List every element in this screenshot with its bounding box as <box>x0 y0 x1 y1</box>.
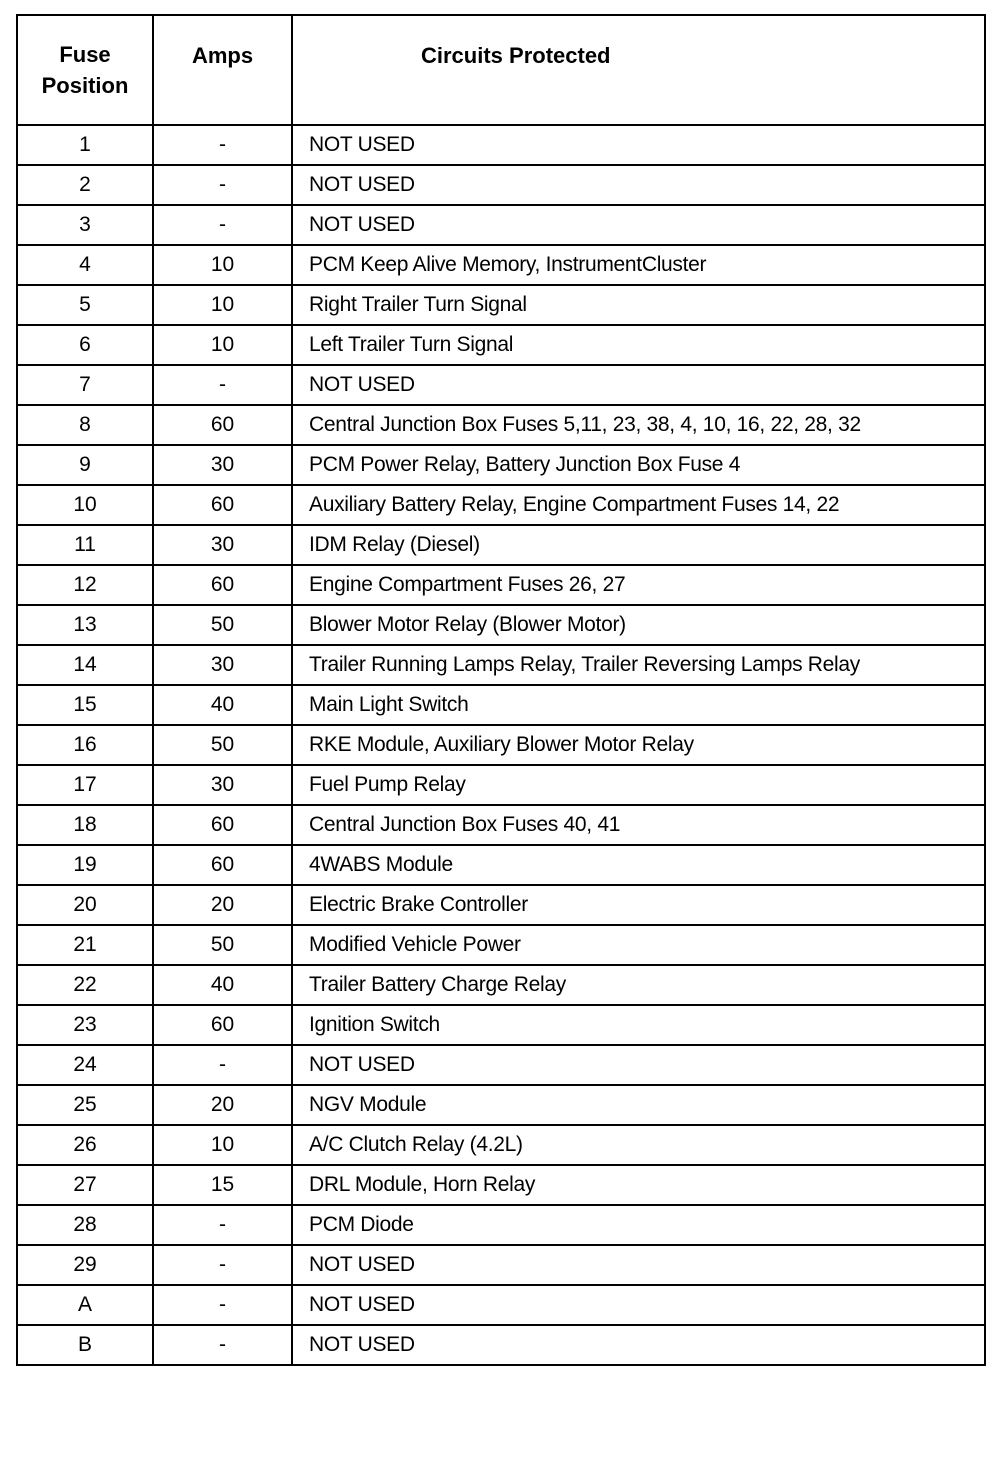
fuse-position-cell: 18 <box>17 805 153 845</box>
circuits-protected-cell: Ignition Switch <box>292 1005 985 1045</box>
circuits-protected-cell: Central Junction Box Fuses 40, 41 <box>292 805 985 845</box>
amps-cell: - <box>153 1325 292 1365</box>
circuits-protected-cell: Modified Vehicle Power <box>292 925 985 965</box>
fuse-table <box>16 14 986 1366</box>
fuse-position-cell: 20 <box>17 885 153 925</box>
table-row <box>17 485 985 525</box>
circuits-protected-cell: Fuel Pump Relay <box>292 765 985 805</box>
amps-cell: 10 <box>153 285 292 325</box>
table-row <box>17 205 985 245</box>
circuits-protected-cell: NOT USED <box>292 205 985 245</box>
fuse-position-cell: 10 <box>17 485 153 525</box>
table-row <box>17 885 985 925</box>
table-row <box>17 1045 985 1085</box>
circuits-protected-cell: PCM Keep Alive Memory, InstrumentCluster <box>292 245 985 285</box>
table-row <box>17 165 985 205</box>
fuse-position-cell: 6 <box>17 325 153 365</box>
header-fuse-position <box>17 15 153 125</box>
circuits-protected-cell: NOT USED <box>292 1325 985 1365</box>
fuse-position-cell: 8 <box>17 405 153 445</box>
circuits-protected-cell: NGV Module <box>292 1085 985 1125</box>
table-row <box>17 245 985 285</box>
table-row <box>17 1205 985 1245</box>
amps-cell: 60 <box>153 405 292 445</box>
circuits-protected-cell: DRL Module, Horn Relay <box>292 1165 985 1205</box>
circuits-protected-cell: NOT USED <box>292 125 985 165</box>
fuse-position-cell: 29 <box>17 1245 153 1285</box>
amps-cell: 30 <box>153 765 292 805</box>
circuits-protected-cell: A/C Clutch Relay (4.2L) <box>292 1125 985 1165</box>
header-amps: Amps <box>153 15 292 125</box>
fuse-position-cell: 15 <box>17 685 153 725</box>
table-body <box>17 125 985 1365</box>
fuse-position-cell: 7 <box>17 365 153 405</box>
table-row <box>17 805 985 845</box>
circuits-protected-cell: RKE Module, Auxiliary Blower Motor Relay <box>292 725 985 765</box>
circuits-protected-cell: Trailer Battery Charge Relay <box>292 965 985 1005</box>
table-row <box>17 125 985 165</box>
amps-cell: - <box>153 1285 292 1325</box>
circuits-protected-cell: IDM Relay (Diesel) <box>292 525 985 565</box>
circuits-protected-cell: NOT USED <box>292 1285 985 1325</box>
circuits-protected-cell: NOT USED <box>292 165 985 205</box>
fuse-position-cell: 19 <box>17 845 153 885</box>
circuits-protected-cell: NOT USED <box>292 365 985 405</box>
circuits-protected-cell: Auxiliary Battery Relay, Engine Compartment Fuses 14, 22 <box>292 485 985 525</box>
circuits-protected-cell: Main Light Switch <box>292 685 985 725</box>
circuits-protected-cell: PCM Power Relay, Battery Junction Box Fuse 4 <box>292 445 985 485</box>
amps-cell: 60 <box>153 845 292 885</box>
fuse-position-cell: 2 <box>17 165 153 205</box>
fuse-position-cell: 26 <box>17 1125 153 1165</box>
circuits-protected-cell: NOT USED <box>292 1045 985 1085</box>
fuse-position-cell: 9 <box>17 445 153 485</box>
amps-cell: 50 <box>153 725 292 765</box>
circuits-protected-cell: Trailer Running Lamps Relay, Trailer Reversing Lamps Relay <box>292 645 985 685</box>
fuse-position-cell: 12 <box>17 565 153 605</box>
fuse-position-cell: 16 <box>17 725 153 765</box>
amps-cell: 50 <box>153 925 292 965</box>
circuits-protected-cell: Blower Motor Relay (Blower Motor) <box>292 605 985 645</box>
amps-cell: 15 <box>153 1165 292 1205</box>
fuse-position-cell: 23 <box>17 1005 153 1045</box>
circuits-protected-cell: Central Junction Box Fuses 5,11, 23, 38, 4, 10, 16, 22, 28, 32 <box>292 405 985 445</box>
amps-cell: 60 <box>153 485 292 525</box>
amps-cell: 40 <box>153 685 292 725</box>
header-fuse-position-label: Fuse Position <box>41 42 129 98</box>
table-row <box>17 1325 985 1365</box>
amps-cell: 50 <box>153 605 292 645</box>
fuse-position-cell: A <box>17 1285 153 1325</box>
table-row <box>17 1085 985 1125</box>
table-row <box>17 965 985 1005</box>
table-row <box>17 925 985 965</box>
circuits-protected-cell: 4WABS Module <box>292 845 985 885</box>
table-row <box>17 405 985 445</box>
amps-cell: - <box>153 205 292 245</box>
table-row <box>17 565 985 605</box>
table-row <box>17 1165 985 1205</box>
table-row <box>17 645 985 685</box>
fuse-position-cell: 21 <box>17 925 153 965</box>
amps-cell: 10 <box>153 1125 292 1165</box>
amps-cell: 60 <box>153 805 292 845</box>
fuse-position-cell: 27 <box>17 1165 153 1205</box>
table-row <box>17 365 985 405</box>
circuits-protected-cell: PCM Diode <box>292 1205 985 1245</box>
header-row <box>17 15 985 125</box>
amps-cell: - <box>153 365 292 405</box>
table-header <box>17 15 985 125</box>
table-row <box>17 725 985 765</box>
circuits-protected-cell: Left Trailer Turn Signal <box>292 325 985 365</box>
amps-cell: 10 <box>153 245 292 285</box>
table-row <box>17 325 985 365</box>
circuits-protected-cell: NOT USED <box>292 1245 985 1285</box>
table-row <box>17 1285 985 1325</box>
table-row <box>17 845 985 885</box>
fuse-position-cell: 13 <box>17 605 153 645</box>
circuits-protected-cell: Right Trailer Turn Signal <box>292 285 985 325</box>
amps-cell: - <box>153 165 292 205</box>
table-row <box>17 1125 985 1165</box>
amps-cell: - <box>153 1245 292 1285</box>
amps-cell: 20 <box>153 1085 292 1125</box>
fuse-position-cell: 28 <box>17 1205 153 1245</box>
table-row <box>17 525 985 565</box>
table-row <box>17 445 985 485</box>
fuse-position-cell: 4 <box>17 245 153 285</box>
fuse-position-cell: 11 <box>17 525 153 565</box>
circuits-protected-cell: Engine Compartment Fuses 26, 27 <box>292 565 985 605</box>
amps-cell: 60 <box>153 565 292 605</box>
fuse-position-cell: 5 <box>17 285 153 325</box>
fuse-position-cell: 3 <box>17 205 153 245</box>
table-row <box>17 685 985 725</box>
table-row <box>17 285 985 325</box>
amps-cell: 20 <box>153 885 292 925</box>
table-row <box>17 605 985 645</box>
amps-cell: 30 <box>153 525 292 565</box>
amps-cell: 10 <box>153 325 292 365</box>
table-row <box>17 1005 985 1045</box>
amps-cell: 40 <box>153 965 292 1005</box>
amps-cell: - <box>153 1045 292 1085</box>
fuse-position-cell: B <box>17 1325 153 1365</box>
table-row <box>17 765 985 805</box>
amps-cell: 60 <box>153 1005 292 1045</box>
table-row <box>17 1245 985 1285</box>
amps-cell: 30 <box>153 645 292 685</box>
fuse-position-cell: 14 <box>17 645 153 685</box>
fuse-position-cell: 1 <box>17 125 153 165</box>
fuse-position-cell: 25 <box>17 1085 153 1125</box>
fuse-position-cell: 24 <box>17 1045 153 1085</box>
amps-cell: 30 <box>153 445 292 485</box>
circuits-protected-cell: Electric Brake Controller <box>292 885 985 925</box>
fuse-position-cell: 17 <box>17 765 153 805</box>
header-circuits-protected: Circuits Protected <box>292 15 985 125</box>
amps-cell: - <box>153 1205 292 1245</box>
amps-cell: - <box>153 125 292 165</box>
fuse-position-cell: 22 <box>17 965 153 1005</box>
